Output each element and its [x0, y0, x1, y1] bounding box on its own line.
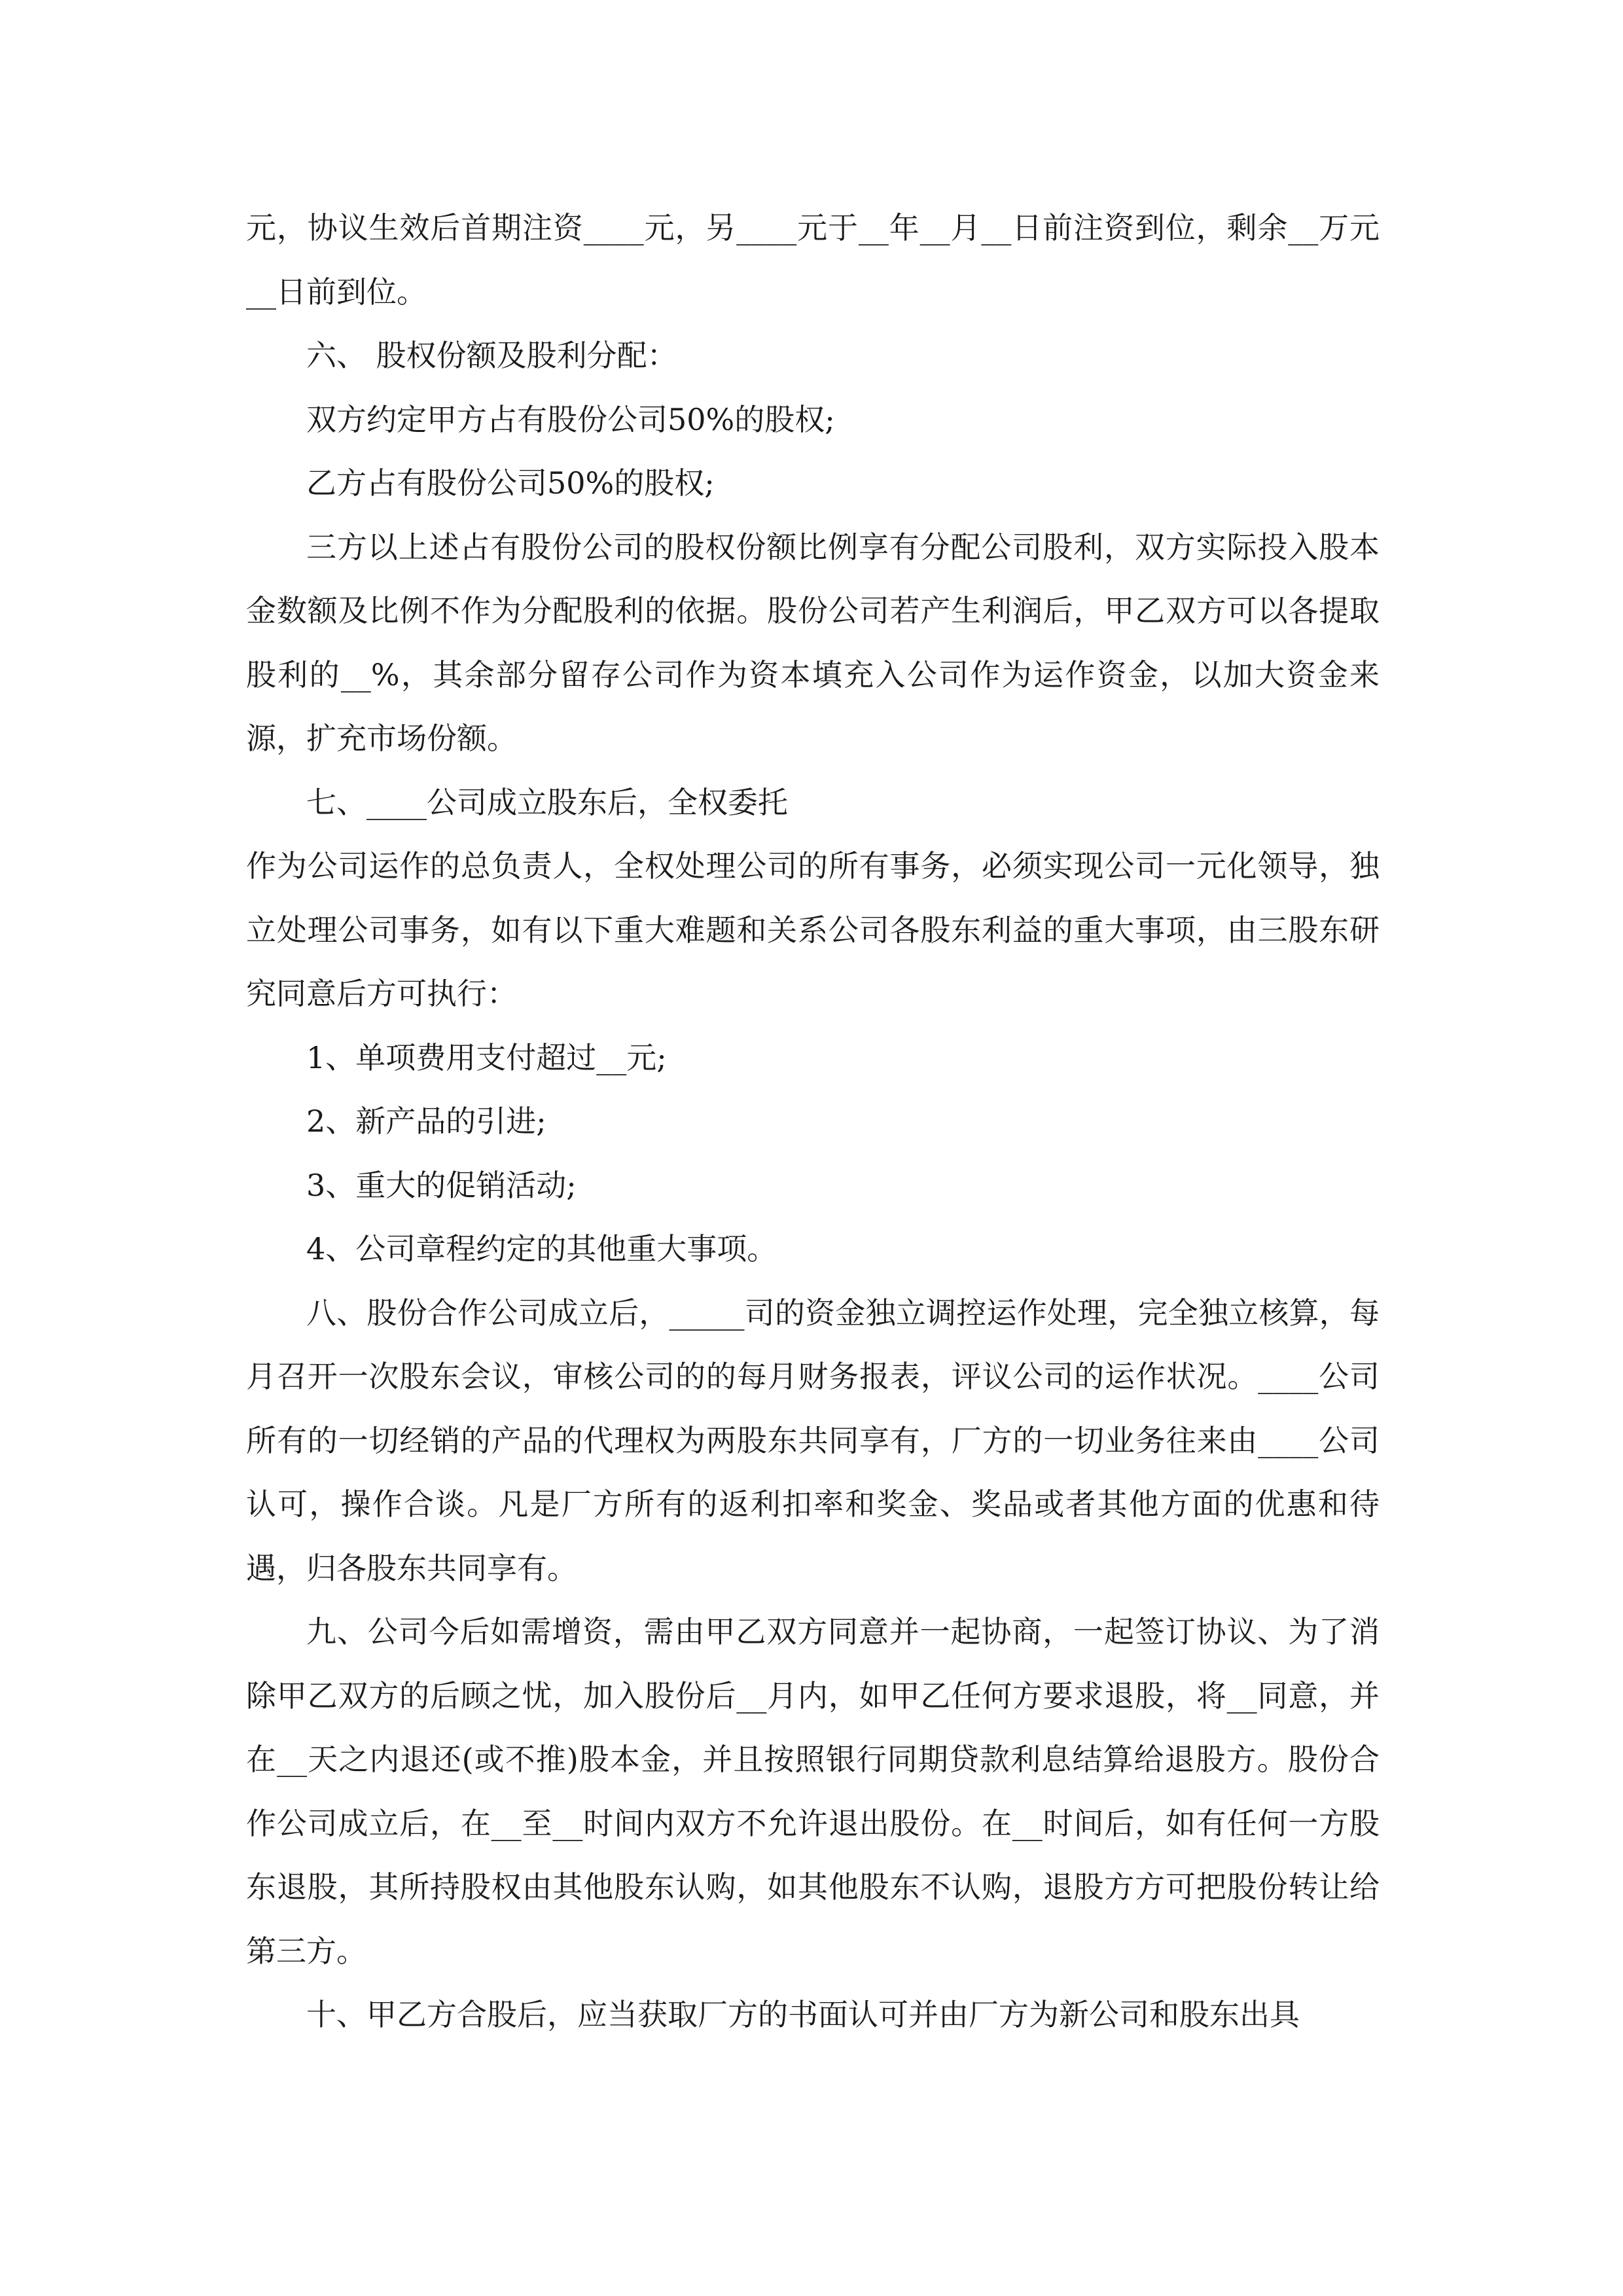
list-item-expense-limit: 1、单项费用支付超过__元;: [306, 1039, 667, 1075]
section-10-paragraph: 十、甲乙方合股后，应当获取厂方的书面认可并由厂方为新公司和股东出具: [306, 1997, 1300, 2032]
section-6-heading: 六、 股权份额及股利分配：: [306, 338, 677, 373]
list-item-new-products: 2、新产品的引进;: [306, 1103, 546, 1139]
document-body: [246, 196, 1380, 2047]
section-9-paragraph: 九、公司今后如需增资，需由甲乙双方同意并一起协商，一起签订协议、为了消除甲乙双方的后顾之忧，加入股份后__月内，如甲乙任何方要求退股，将__同意，并在__天之内退还(或不推)股本金，并且按照银行同期贷款利息结算给退股方。股份合作公司成立后，在__至__时间内双方不允许退出股份。在__时间后，如有任何一方股东退股，其所持股权由其他股东认购，如其他股东不认购，退股方方可把股份转让给第三方。: [246, 1614, 1380, 1969]
list-item-promotions: 3、重大的促销活动;: [306, 1167, 577, 1203]
paragraph-dividend-distribution: 三方以上述占有股份公司的股权份额比例享有分配公司股利，双方实际投入股本金数额及比例不作为分配股利的依据。股份公司若产生利润后，甲乙双方可以各提取股利的__%，其余部分留存公司作为资本填充入公司作为运作资金，以加大资金来源，扩充市场份额。: [246, 529, 1380, 756]
paragraph-party-b-share: 乙方占有股份公司50%的股权;: [306, 465, 715, 501]
section-8-paragraph: 八、股份合作公司成立后，_____司的资金独立调控运作处理，完全独立核算，每月召开一次股东会议，审核公司的的每月财务报表，评议公司的运作状况。____公司所有的一切经销的产品的代理权为两股东共同享有，厂方的一切业务往来由____公司认可，操作合谈。凡是厂方所有的返利扣率和奖金、奖品或者其他方面的优惠和待遇，归各股东共同享有。: [246, 1295, 1380, 1586]
paragraph-capital-injection: 元，协议生效后首期注资____元，另____元于__年__月__日前注资到位，剩余__万元__日前到位。: [246, 210, 1380, 310]
paragraph-general-manager: 作为公司运作的总负责人，全权处理公司的所有事务，必须实现公司一元化领导，独立处理公司事务，如有以下重大难题和关系公司各股东利益的重大事项，由三股东研究同意后方可执行：: [246, 848, 1380, 1011]
section-7-heading: 七、____公司成立股东后，全权委托: [306, 784, 788, 820]
paragraph-party-a-share: 双方约定甲方占有股份公司50%的股权;: [306, 401, 835, 437]
list-item-other-matters: 4、公司章程约定的其他重大事项。: [306, 1231, 777, 1266]
